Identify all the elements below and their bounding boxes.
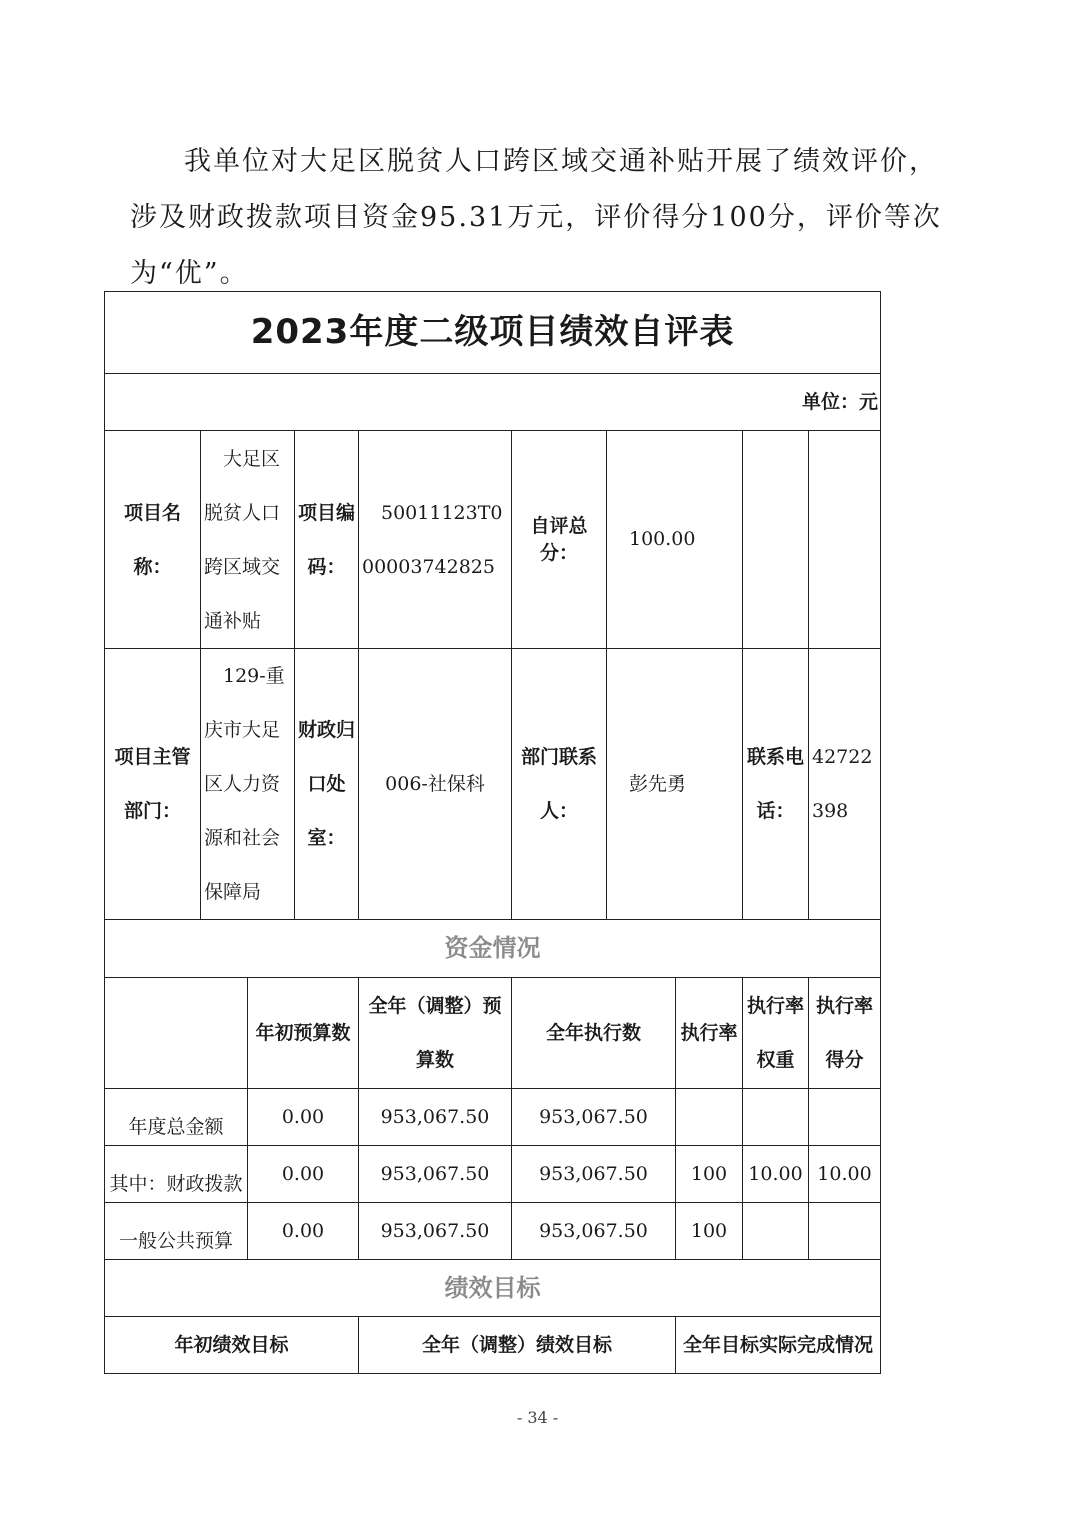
finance-office-label: 财政归口处室： <box>295 649 359 920</box>
row-label: 其中：财政拨款 <box>105 1146 248 1203</box>
intro-text: 我单位对大足区脱贫人口跨区域交通补贴开展了绩效评价，涉及财政拨款项目资金95.31万元，评价得分100分，评价等次为“优”。 <box>130 146 942 289</box>
funds-section-header: 资金情况 <box>105 920 881 978</box>
row-adjusted: 953,067.50 <box>359 1089 512 1146</box>
row-executed: 953,067.50 <box>512 1089 676 1146</box>
department-value: 129-重庆市大足区人力资源和社会保障局 <box>201 649 295 920</box>
funds-header-executed: 全年执行数 <box>512 978 676 1089</box>
row-weight: 10.00 <box>743 1146 809 1203</box>
empty-cell <box>809 431 881 649</box>
row-initial: 0.00 <box>248 1203 359 1260</box>
row-weight <box>743 1203 809 1260</box>
funds-header-weight: 执行率权重 <box>743 978 809 1089</box>
unit-label: 单位：元 <box>105 374 881 431</box>
row-label: 一般公共预算 <box>105 1203 248 1260</box>
row-rate <box>676 1089 743 1146</box>
row-score <box>809 1203 881 1260</box>
phone-label: 联系电话： <box>743 649 809 920</box>
funds-header-score: 执行率得分 <box>809 978 881 1089</box>
row-initial: 0.00 <box>248 1146 359 1203</box>
table-row <box>105 1146 881 1203</box>
row-rate: 100 <box>676 1203 743 1260</box>
self-score-label: 自评总分： <box>512 431 607 649</box>
row-initial: 0.00 <box>248 1089 359 1146</box>
project-code-value: 50011123T000003742825 <box>359 431 512 649</box>
table-title: 2023年度二级项目绩效自评表 <box>105 292 881 374</box>
table-row <box>105 1089 881 1146</box>
contact-label: 部门联系人： <box>512 649 607 920</box>
page-number: - 34 - <box>516 1408 559 1427</box>
project-name-value: 大足区脱贫人口跨区域交通补贴 <box>201 431 295 649</box>
row-score <box>809 1089 881 1146</box>
row-score: 10.00 <box>809 1146 881 1203</box>
project-name-label: 项目名称： <box>105 431 201 649</box>
row-executed: 953,067.50 <box>512 1146 676 1203</box>
performance-self-evaluation-table <box>104 291 881 1374</box>
contact-value: 彭先勇 <box>607 649 743 920</box>
funds-header-blank <box>105 978 248 1089</box>
goals-section-header: 绩效目标 <box>105 1260 881 1317</box>
funds-header-rate: 执行率 <box>676 978 743 1089</box>
row-executed: 953,067.50 <box>512 1203 676 1260</box>
empty-cell <box>743 431 809 649</box>
row-adjusted: 953,067.50 <box>359 1146 512 1203</box>
goals-header-actual: 全年目标实际完成情况 <box>676 1317 881 1374</box>
finance-office-value: 006-社保科 <box>359 649 512 920</box>
goals-header-adjusted: 全年（调整）绩效目标 <box>359 1317 676 1374</box>
row-adjusted: 953,067.50 <box>359 1203 512 1260</box>
funds-header-adjusted: 全年（调整）预算数 <box>359 978 512 1089</box>
project-code-label: 项目编码： <box>295 431 359 649</box>
row-rate: 100 <box>676 1146 743 1203</box>
goals-header-initial: 年初绩效目标 <box>105 1317 359 1374</box>
intro-paragraph <box>130 134 950 302</box>
table-row <box>105 1203 881 1260</box>
row-weight <box>743 1089 809 1146</box>
phone-value: 42722398 <box>809 649 881 920</box>
funds-header-initial: 年初预算数 <box>248 978 359 1089</box>
self-score-value: 100.00 <box>607 431 743 649</box>
department-label: 项目主管部门： <box>105 649 201 920</box>
row-label: 年度总金额 <box>105 1089 248 1146</box>
